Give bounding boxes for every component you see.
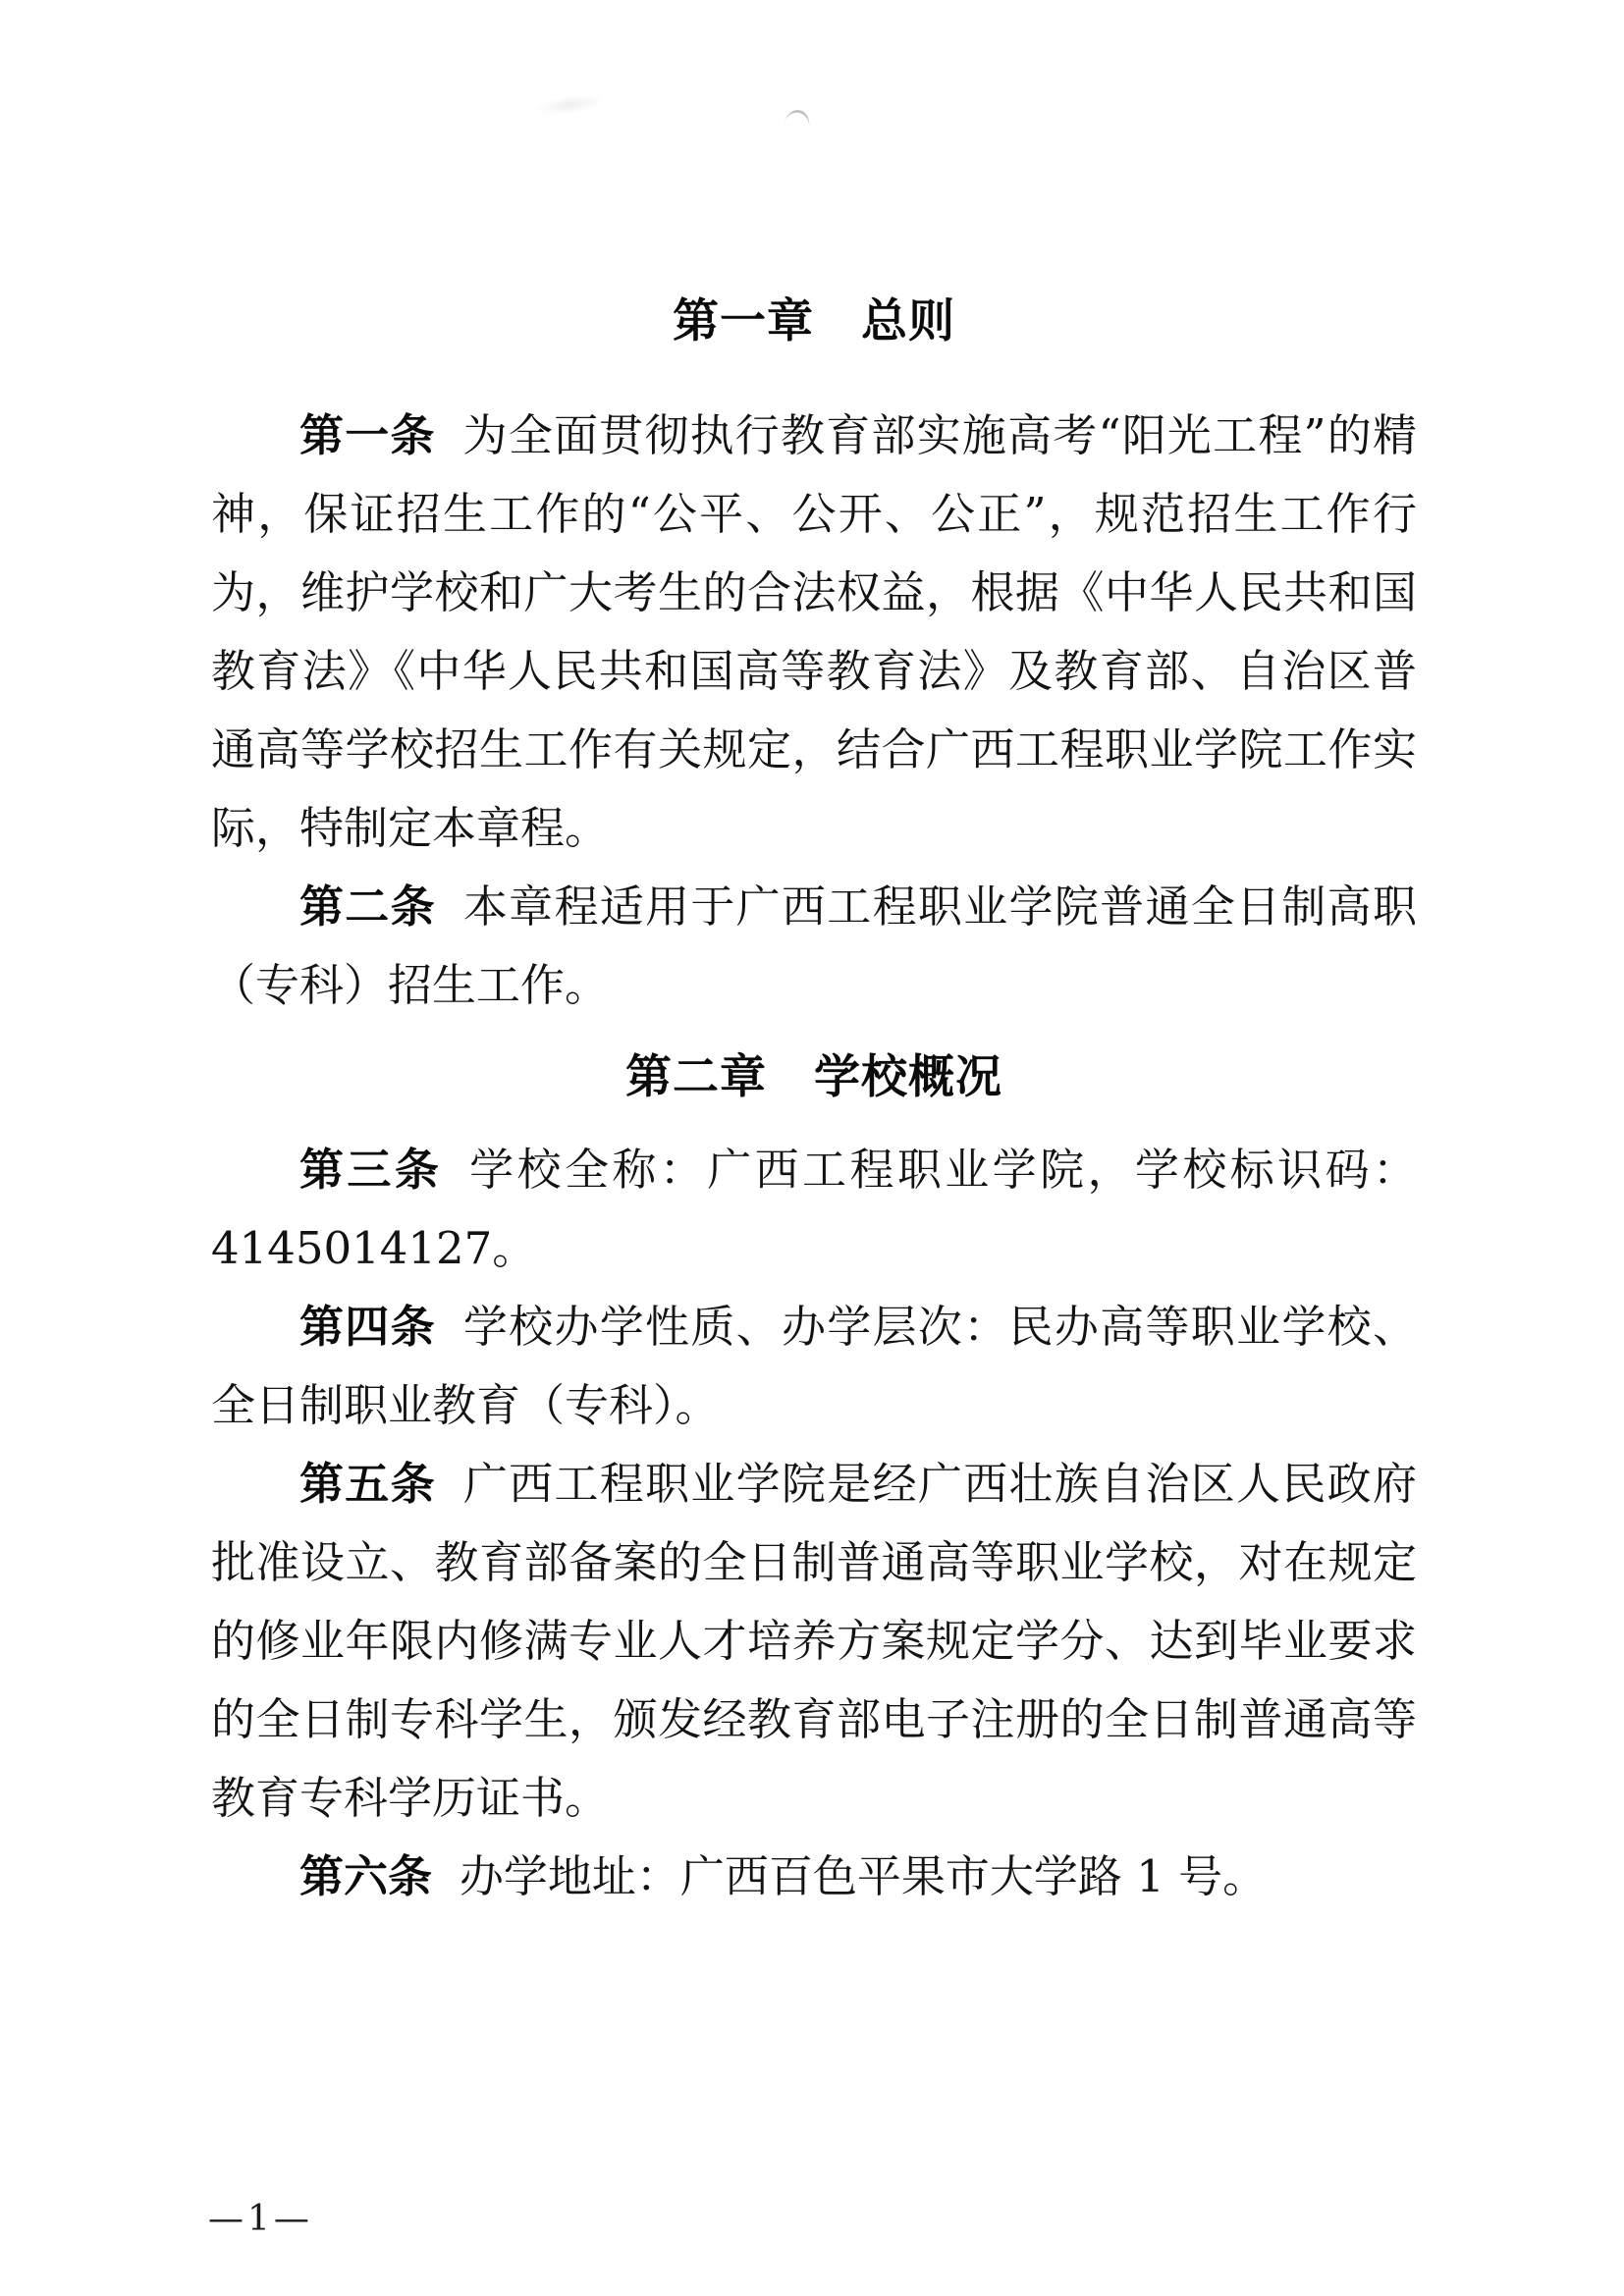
article-5-text: 广西工程职业学院是经广西壮族自治区人民政府批准设立、教育部备案的全日制普通高等职业学校，对在规定的修业年限内修满专业人才培养方案规定学分、达到毕业要求的全日制专科学生，颁发经教育部电子注册的全日制普通高等教育专科学历证书。 <box>211 1458 1417 1824</box>
article-2 <box>211 868 1417 1025</box>
scan-artifact <box>784 107 812 130</box>
article-5-label: 第五条 <box>299 1458 436 1510</box>
page-number: —1— <box>208 2199 313 2239</box>
article-6 <box>211 1838 1417 1916</box>
scan-smudge <box>534 91 605 119</box>
article-4-text: 学校办学性质、办学层次：民办高等职业学校、全日制职业教育（专科）。 <box>211 1301 1417 1431</box>
article-3-text: 学校全称：广西工程职业学院，学校标识码：4145014127。 <box>211 1144 1417 1274</box>
article-3 <box>211 1131 1417 1288</box>
article-1 <box>211 397 1417 868</box>
article-3-label: 第三条 <box>299 1144 443 1196</box>
article-2-text: 本章程适用于广西工程职业学院普通全日制高职（专科）招生工作。 <box>211 881 1417 1011</box>
article-1-label: 第一条 <box>299 409 436 461</box>
document-body <box>211 283 1417 1916</box>
article-4 <box>211 1288 1417 1445</box>
article-4-label: 第四条 <box>299 1301 436 1353</box>
article-6-text: 办学地址：广西百色平果市大学路 1 号。 <box>459 1850 1268 1902</box>
article-1-text: 为全面贯彻执行教育部实施高考“阳光工程”的精神，保证招生工作的“公平、公开、公正”，规范招生工作行为，维护学校和广大考生的合法权益，根据《中华人民共和国教育法》《中华人民共和国高等教育法》及教育部、自治区普通高等学校招生工作有关规定，结合广西工程职业学院工作实际，特制定本章程。 <box>211 409 1417 854</box>
chapter-2-heading: 第二章 学校概况 <box>625 1050 1002 1104</box>
article-2-label: 第二条 <box>299 881 436 933</box>
article-6-label: 第六条 <box>299 1850 433 1902</box>
chapter-1-heading: 第一章 总则 <box>673 294 955 348</box>
article-5 <box>211 1445 1417 1838</box>
